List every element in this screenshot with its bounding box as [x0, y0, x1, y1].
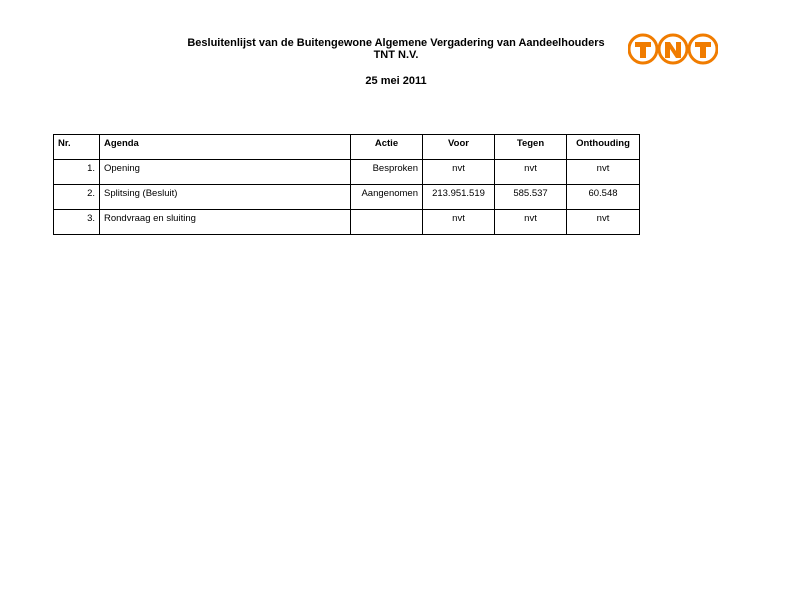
header-voor: Voor — [423, 135, 495, 160]
cell-voor: nvt — [423, 210, 495, 235]
meeting-date: 25 mei 2011 — [365, 75, 427, 87]
company-name: TNT N.V. — [373, 49, 419, 61]
header-nr: Nr. — [54, 135, 100, 160]
cell-agenda: Opening — [100, 160, 351, 185]
cell-agenda: Splitsing (Besluit) — [100, 185, 351, 210]
header-actie: Actie — [351, 135, 423, 160]
cell-agenda: Rondvraag en sluiting — [100, 210, 351, 235]
cell-voor: nvt — [423, 160, 495, 185]
table-header-row — [54, 135, 640, 160]
tnt-logo-circle-t1 — [629, 35, 657, 63]
table-row — [54, 160, 640, 185]
cell-onthouding: nvt — [567, 210, 640, 235]
cell-nr: 3. — [54, 210, 100, 235]
cell-tegen: 585.537 — [495, 185, 567, 210]
tnt-logo-circle-n — [659, 35, 687, 63]
cell-actie — [351, 210, 423, 235]
cell-voor: 213.951.519 — [423, 185, 495, 210]
table-row — [54, 185, 640, 210]
table-row — [54, 210, 640, 235]
cell-nr: 1. — [54, 160, 100, 185]
cell-nr: 2. — [54, 185, 100, 210]
cell-onthouding: 60.548 — [567, 185, 640, 210]
document-title: Besluitenlijst van de Buitengewone Algemene Vergadering van Aandeelhouders — [187, 37, 605, 49]
cell-onthouding: nvt — [567, 160, 640, 185]
tnt-logo-circle-t2 — [689, 35, 717, 63]
header-onthouding: Onthouding — [567, 135, 640, 160]
header-agenda: Agenda — [100, 135, 351, 160]
header-tegen: Tegen — [495, 135, 567, 160]
cell-actie: Besproken — [351, 160, 423, 185]
cell-actie: Aangenomen — [351, 185, 423, 210]
results-table — [53, 134, 640, 235]
cell-tegen: nvt — [495, 210, 567, 235]
cell-tegen: nvt — [495, 160, 567, 185]
tnt-logo — [628, 33, 718, 65]
